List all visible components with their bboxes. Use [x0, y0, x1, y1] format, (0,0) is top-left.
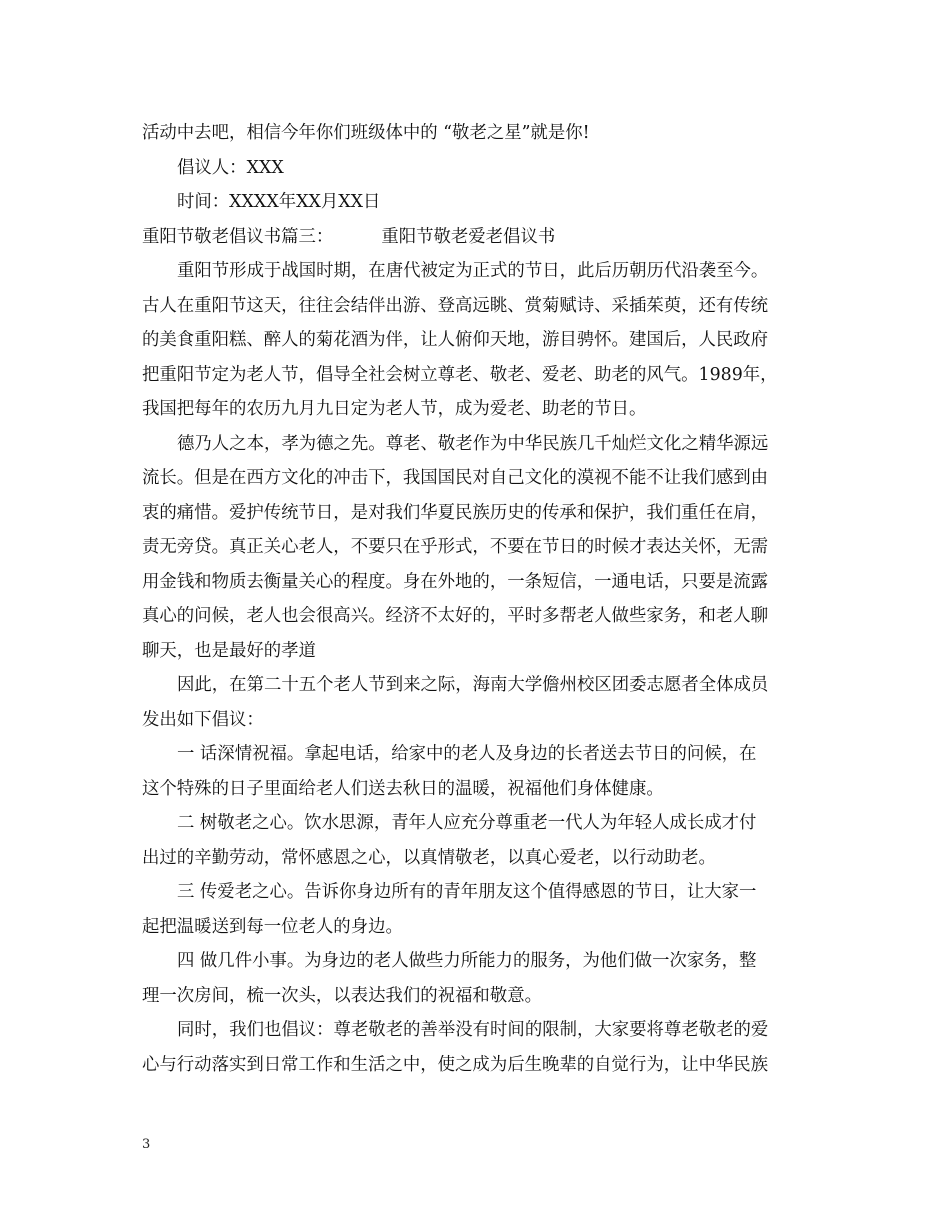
text-line: 这个特殊的日子里面给老人们送去秋日的温暖，祝福他们身体健康。	[142, 778, 664, 799]
text-line: 一 话深情祝福。拿起电话，给家中的老人及身边的长者送去节日的问候，在	[177, 744, 757, 764]
text-line: 发出如下倡议：	[142, 709, 264, 730]
section-heading	[142, 220, 832, 255]
text-line: 德乃人之本，孝为德之先。尊老、敬老作为中华民族几千灿烂文化之精华源远	[177, 433, 769, 454]
text-line: 同时，我们也倡议：尊老敬老的善举没有时间的限制，大家要将尊老敬老的爱	[177, 1020, 769, 1040]
text-line: 衷的痛惜。爱护传统节日，是对我们华夏民族历史的传承和保护，我们重任在肩，	[142, 502, 769, 523]
text-line: 用金钱和物质去衡量关心的程度。身在外地的，一条短信，一通电话，只要是流露	[142, 571, 769, 592]
text-line: 重阳节形成于战国时期，在唐代被定为正式的节日，此后历朝历代沿袭至今。	[177, 261, 769, 281]
text-line: 真心的问候，老人也会很高兴。经济不太好的，平时多帮老人做些家务，和老人聊	[142, 606, 769, 626]
text-line: 因此，在第二十五个老人节到来之际，海南大学儋州校区团委志愿者全体成员	[177, 675, 769, 695]
text-line: 活动中去吧，相信今年你们班级体中的 “敬老之星”就是你!	[142, 123, 590, 143]
text-line: 时间：XXXX年XX月XX日	[177, 192, 381, 212]
text-line: 心与行动落实到日常工作和生活之中，使之成为后生晚辈的自觉行为，让中华民族	[142, 1054, 769, 1075]
text-line: 三 传爱老之心。告诉你身边所有的青年朋友这个值得感恩的节日，让大家一	[177, 882, 757, 902]
text-line: 责无旁贷。真正关心老人，不要只在乎形式，不要在节日的时候才表达关怀，无需	[142, 537, 769, 557]
text-line: 理一次房间，梳一次头，以表达我们的祝福和敬意。	[142, 985, 542, 1006]
text-line: 起把温暖送到每一位老人的身边。	[142, 916, 403, 937]
body-text	[142, 116, 832, 1082]
page-number: 3	[142, 1137, 151, 1152]
text-line: 流长。但是在西方文化的冲击下，我国国民对自己文化的漠视不能不让我们感到由	[142, 468, 769, 488]
text-line: 把重阳节定为老人节，倡导全社会树立尊老、敬老、爱老、助老的风气。1989年，	[142, 364, 778, 385]
text-line: 古人在重阳节这天，往往会结伴出游、登高远眺、赏菊赋诗、采插茱萸，还有传统	[142, 295, 769, 316]
heading-title: 重阳节敬老爱老倡议书	[381, 226, 556, 247]
text-line: 倡议人：XXX	[177, 157, 284, 178]
text-line: 聊天，也是最好的孝道	[142, 640, 316, 661]
text-line: 四 做几件小事。为身边的老人做些力所能力的服务，为他们做一次家务，整	[177, 951, 757, 971]
heading-prefix: 重阳节敬老倡议书篇三：	[142, 226, 334, 247]
text-line: 我国把每年的农历九月九日定为老人节，成为爱老、助老的节日。	[142, 399, 647, 419]
text-line: 的美食重阳糕、醉人的菊花酒为伴，让人俯仰天地，游目骋怀。建国后，人民政府	[142, 330, 769, 350]
text-line: 出过的辛勤劳动，常怀感恩之心，以真情敬老，以真心爱老，以行动助老。	[142, 847, 716, 868]
text-line: 二 树敬老之心。饮水思源，青年人应充分尊重老一代人为年轻人成长成才付	[177, 813, 757, 833]
